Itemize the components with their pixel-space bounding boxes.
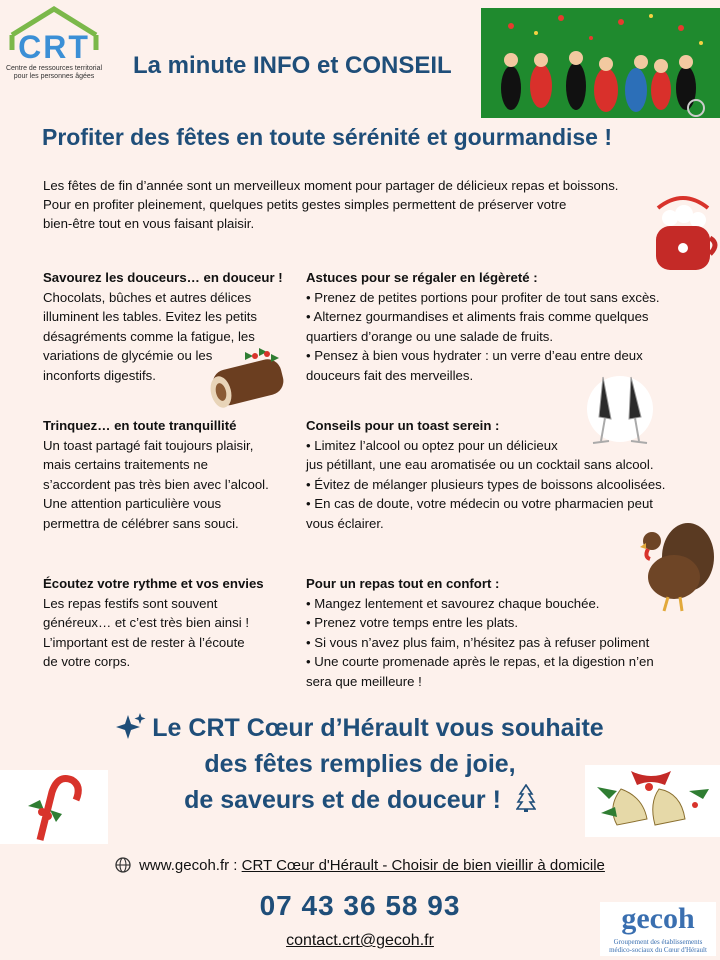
section-line: variations de glycémie ou les [43, 348, 213, 363]
section-line: • Prenez votre temps entre les plats. [306, 615, 519, 630]
wishes-line-3: de saveurs et de douceur ! [184, 786, 501, 814]
gecoh-tagline: Groupement des établissements médico-sociaux du Cœur d'Hérault [609, 938, 707, 954]
section-line: • Pensez à bien vous hydrater : un verre d’eau entre deux [306, 348, 643, 363]
section-line: sera que meilleure ! [306, 673, 422, 689]
christmas-tree-icon [516, 784, 536, 812]
main-heading: Profiter des fêtes en toute sérénité et gourmandise ! [42, 124, 613, 150]
section-line: Les repas festifs sont souvent [43, 595, 218, 611]
section-title: Conseils pour un toast serein : [306, 418, 500, 433]
website-link[interactable]: CRT Cœur d'Hérault - Choisir de bien vieillir à domicile [241, 857, 605, 874]
intro-paragraph: Les fêtes de fin d’année sont un merveilleux moment pour partager de délicieux repas et boissons. Pour en profiter pleinement, quelques petits gestes simples permettent de préserver votre bien-être tout en vous faisant plaisir. [43, 178, 619, 231]
section-title: Pour un repas tout en confort : [306, 576, 500, 591]
section-title: Trinquez… en toute tranquillité [43, 418, 237, 433]
section-title: Écoutez votre rythme et vos envies [43, 576, 264, 591]
section-line: désagréments comme la fatigue, les [43, 328, 255, 344]
section-line: • Évitez de mélanger plusieurs types de boissons alcoolisées. [306, 476, 666, 492]
website-line [0, 857, 720, 874]
section-line: • Limitez l’alcool ou optez pour un délicieux [306, 437, 558, 453]
section-line: généreux… et c’est très bien ainsi ! [43, 615, 249, 630]
section-toast-advice [306, 416, 706, 533]
section-line: • En cas de doute, votre médecin ou votre pharmacien peut [306, 496, 653, 511]
section-line: • Une courte promenade après le repas, et la digestion n’en [306, 654, 654, 669]
logo-subtitle: Centre de ressources territorial pour les personnes âgées [5, 65, 103, 80]
section-line: Un toast partagé fait toujours plaisir, [43, 437, 254, 453]
section-line: L’important est de rester à l’écoute [43, 634, 245, 650]
section-line: • Si vous n’avez plus faim, n’hésitez pas à refuser poliment [306, 634, 650, 650]
section-line: de votre corps. [43, 654, 131, 669]
section-line: inconforts digestifs. [43, 367, 156, 383]
header-title: La minute INFO et CONSEIL [133, 52, 452, 79]
section-line: s’accordent pas très bien avec l’alcool. [43, 476, 269, 492]
holiday-wishes [0, 710, 720, 818]
sparkles-icon [116, 713, 146, 739]
section-line: Une attention particulière vous [43, 496, 222, 511]
section-title: Astuces pour se régaler en légèreté : [306, 270, 538, 285]
section-sweets [43, 268, 298, 385]
section-comfort-meal [306, 574, 706, 691]
section-line: douceurs fait des merveilles. [306, 367, 474, 383]
section-toast [43, 416, 298, 533]
globe-icon [115, 857, 131, 873]
hot-chocolate-illustration [648, 188, 718, 280]
wishes-line-2: des fêtes remplies de joie, [204, 750, 516, 778]
website-prefix: www.gecoh.fr : [139, 857, 242, 874]
section-line: vous éclairer. [306, 515, 384, 531]
section-line: • Prenez de petites portions pour profiter de tout sans excès. [306, 289, 660, 305]
gecoh-word: gecoh [621, 902, 695, 935]
section-line: illuminent les tables. Evitez les petits [43, 309, 258, 324]
party-illustration [481, 8, 720, 118]
wishes-line-1: Le CRT Cœur d’Hérault vous souhaite [152, 714, 604, 742]
section-line: Chocolats, bûches et autres délices [43, 289, 252, 305]
section-line: • Mangez lentement et savourez chaque bouchée. [306, 595, 600, 611]
phone-number: 07 43 36 58 93 [259, 890, 461, 921]
section-tips-light [306, 268, 706, 385]
section-title: Savourez les douceurs… en douceur ! [43, 270, 283, 285]
crt-logo [4, 5, 104, 83]
section-line: jus pétillant, une eau aromatisée ou un cocktail sans alcool. [306, 457, 654, 472]
email-link[interactable]: contact.crt@gecoh.fr [286, 932, 434, 949]
section-line: • Alternez gourmandises et aliments frais comme quelques [306, 309, 649, 324]
gecoh-logo [600, 902, 716, 956]
section-line: quartiers d’orange ou une salade de fruits. [306, 328, 554, 344]
section-line: permettra de célébrer sans souci. [43, 515, 239, 531]
section-line: mais certains traitements ne [43, 457, 208, 472]
logo-word: CRT [18, 29, 90, 65]
section-rhythm [43, 574, 298, 672]
